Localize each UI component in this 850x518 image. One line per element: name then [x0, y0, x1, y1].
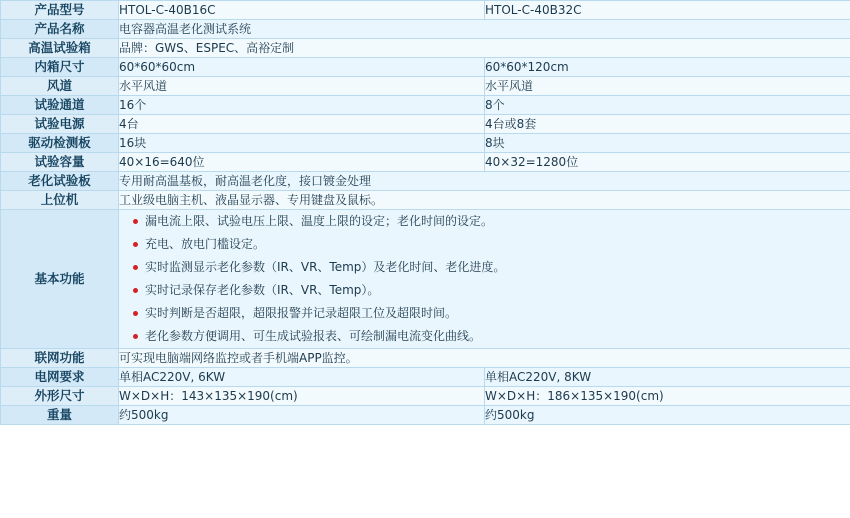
row-value-col1: W×D×H：143×135×190(cm) [119, 387, 485, 406]
table-row [1, 368, 850, 387]
table-row [1, 153, 850, 172]
table-row [1, 58, 850, 77]
row-label: 产品型号 [1, 1, 119, 20]
row-value-col2: 8块 [485, 134, 850, 153]
table-row-features [1, 210, 850, 349]
table-row [1, 77, 850, 96]
row-label: 外形尺寸 [1, 387, 119, 406]
row-value-merged: 电容器高温老化测试系统 [119, 20, 850, 39]
row-label: 老化试验板 [1, 172, 119, 191]
row-value-merged: 可实现电脑端网络监控或者手机端APP监控。 [119, 349, 850, 368]
row-label: 内箱尺寸 [1, 58, 119, 77]
list-item: 充电、放电门槛设定。 [133, 233, 850, 256]
row-label: 风道 [1, 77, 119, 96]
row-label: 产品名称 [1, 20, 119, 39]
row-value-col2: 约500kg [485, 406, 850, 425]
table-row [1, 115, 850, 134]
list-item: 漏电流上限、试验电压上限、温度上限的设定；老化时间的设定。 [133, 210, 850, 233]
table-row [1, 191, 850, 210]
row-value-col2: 60*60*120cm [485, 58, 850, 77]
row-value-col1: 水平风道 [119, 77, 485, 96]
row-label: 重量 [1, 406, 119, 425]
table-row [1, 134, 850, 153]
row-value-col1: 40×16=640位 [119, 153, 485, 172]
row-label: 上位机 [1, 191, 119, 210]
table-row [1, 349, 850, 368]
row-value-col1: 单相AC220V, 6KW [119, 368, 485, 387]
table-row [1, 387, 850, 406]
list-item: 实时监测显示老化参数（IR、VR、Temp）及老化时间、老化进度。 [133, 256, 850, 279]
row-value-col1: 16个 [119, 96, 485, 115]
feature-list [119, 210, 850, 348]
row-value-col1: 60*60*60cm [119, 58, 485, 77]
row-label: 试验容量 [1, 153, 119, 172]
table-row [1, 1, 850, 20]
row-value-col2: 水平风道 [485, 77, 850, 96]
row-label: 联网功能 [1, 349, 119, 368]
features-cell [119, 210, 850, 349]
spec-table-body [1, 1, 850, 425]
row-value-col2: HTOL-C-40B32C [485, 1, 850, 20]
row-label: 试验电源 [1, 115, 119, 134]
row-label: 驱动检测板 [1, 134, 119, 153]
row-label: 高温试验箱 [1, 39, 119, 58]
row-value-col2: 单相AC220V, 8KW [485, 368, 850, 387]
row-value-col1: 16块 [119, 134, 485, 153]
row-value-merged: 工业级电脑主机、液晶显示器、专用键盘及鼠标。 [119, 191, 850, 210]
row-value-col2: W×D×H：186×135×190(cm) [485, 387, 850, 406]
table-row [1, 172, 850, 191]
table-row [1, 96, 850, 115]
table-row [1, 20, 850, 39]
row-value-col1: HTOL-C-40B16C [119, 1, 485, 20]
list-item: 实时判断是否超限，超限报警并记录超限工位及超限时间。 [133, 302, 850, 325]
row-label: 基本功能 [1, 210, 119, 349]
row-value-col2: 8个 [485, 96, 850, 115]
row-label: 电网要求 [1, 368, 119, 387]
row-value-col1: 4台 [119, 115, 485, 134]
row-value-merged: 专用耐高温基板，耐高温老化度，接口镀金处理 [119, 172, 850, 191]
table-row [1, 39, 850, 58]
list-item: 老化参数方便调用、可生成试验报表、可绘制漏电流变化曲线。 [133, 325, 850, 348]
list-item: 实时记录保存老化参数（IR、VR、Temp）。 [133, 279, 850, 302]
table-row [1, 406, 850, 425]
row-value-col2: 4台或8套 [485, 115, 850, 134]
row-value-col2: 40×32=1280位 [485, 153, 850, 172]
row-value-col1: 约500kg [119, 406, 485, 425]
row-label: 试验通道 [1, 96, 119, 115]
row-value-merged: 品牌：GWS、ESPEC、高裕定制 [119, 39, 850, 58]
